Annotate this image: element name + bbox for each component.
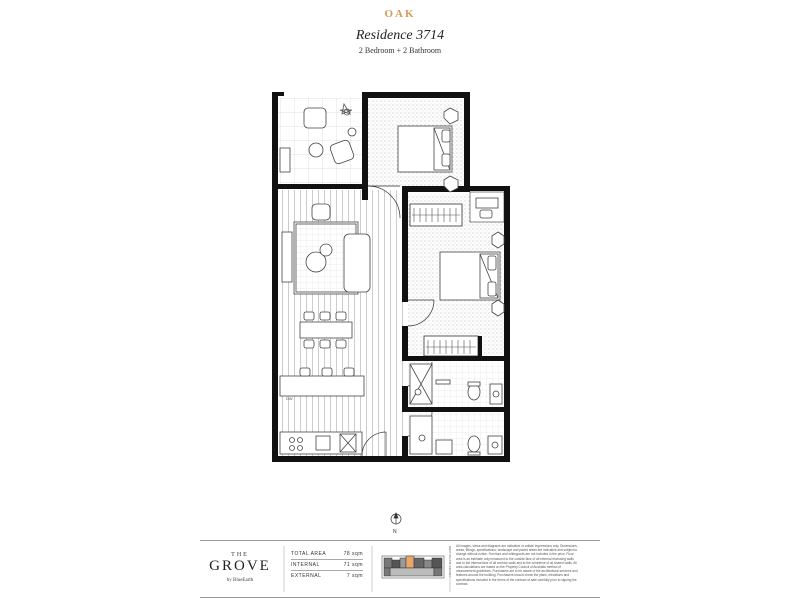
building-name: OAK xyxy=(384,8,416,20)
footer-rule-bottom xyxy=(200,597,600,598)
area-label: EXTERNAL xyxy=(291,573,322,579)
area-label: TOTAL AREA xyxy=(291,551,327,557)
disclaimer-text: All images, views and diagrams are indicative or artists' impressions only. Dimensions, areas, fittings, specifications, landscape and paved areas are indicative and subject to change without notice. Furniture and whitegoods are not included in the price. Floor area is an estimate only measured to the outside face of all external enclosing walls and to the internal face of all corridor walls and to the centreline of all shared walls. All area calculations are based on the Property Council of Australia method of measurement guidelines. Purchasers are to be aware of the architectural services and features around the building. Purchasers should check the plans, elevations and specifications included in the terms of the contract of sale carefully prior to signing the contract. xyxy=(456,544,578,586)
area-divider xyxy=(291,570,363,571)
area-row-internal xyxy=(291,562,363,568)
key-plan xyxy=(382,556,444,578)
residence-title: Residence 3714 xyxy=(355,28,445,43)
area-row-total xyxy=(291,551,363,557)
brand-grove-logo: GROVE xyxy=(209,558,271,574)
north-compass-icon xyxy=(391,513,401,524)
area-row-external xyxy=(291,573,363,579)
area-label: INTERNAL xyxy=(291,562,320,568)
dishwasher-label: DW xyxy=(286,396,293,401)
compass-label: N xyxy=(393,529,397,535)
area-value: 71 sqm xyxy=(343,562,363,568)
key-plan-label: KEY PLAN LEVEL xyxy=(448,546,452,578)
footer-rule-top xyxy=(200,540,600,541)
brand-the: THE xyxy=(231,552,249,558)
bedroom-bathroom-config: 2 Bedroom + 2 Bathroom xyxy=(358,46,442,55)
brand-byline: by BlueEarth xyxy=(226,578,254,583)
area-value: 7 sqm xyxy=(346,573,363,579)
area-value: 78 sqm xyxy=(343,551,363,557)
area-divider xyxy=(291,559,363,560)
